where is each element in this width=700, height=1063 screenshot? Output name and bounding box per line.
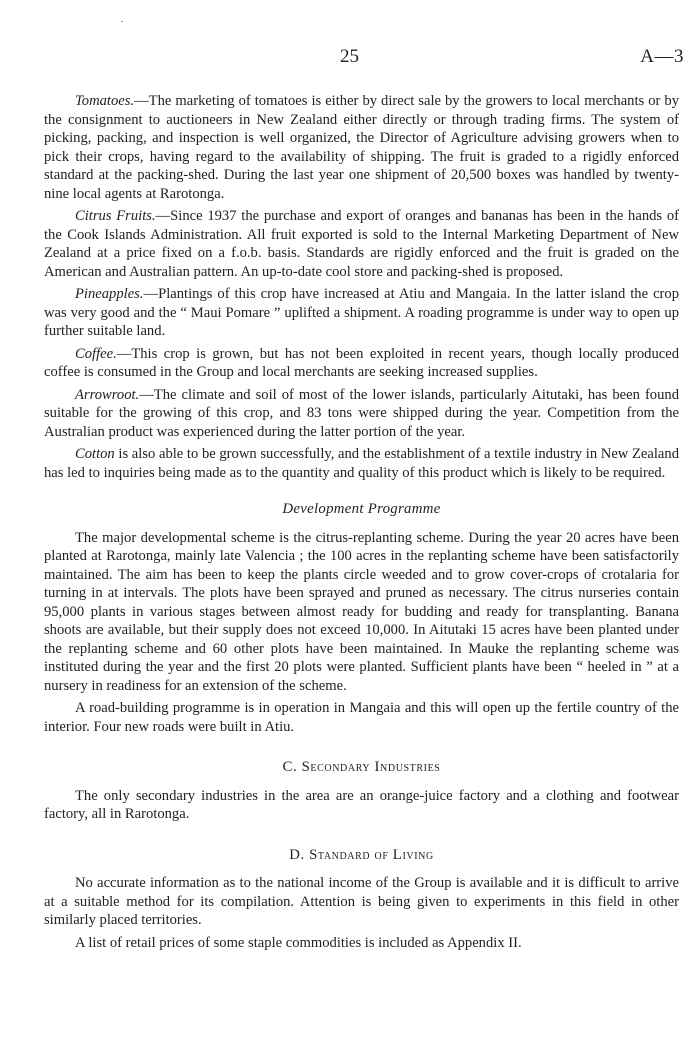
paragraph-development-1: The major developmental scheme is the citrus-replanting scheme. During the year 20 acres have been planted at Rarotonga, mainly late Valencia ; the 100 acres in the replanting scheme have been satisfactorily maintained. The aim has been to keep the plants circle weeded and to grow cover-crops of crotalaria for turning in at intervals. The plots have been sprayed and pruned as necessary. The citrus nurseries contain 95,000 plants in various stages between almost ready for budding and ready for transplanting. Banana shoots are available, but their supply does not exceed 10,000. In Aitutaki 15 acres have been planted under the replanting scheme and 60 other plots have been maintained. In Mauke the replanting scheme was instituted during the year and the first 20 plots were planted. Sufficient plants have been “ heeled in ” at a nursery in readiness for an extension of the scheme. bbox=[44, 529, 679, 694]
paragraph-cotton bbox=[44, 445, 679, 482]
text-arrowroot: —The climate and soil of most of the lower islands, particularly Aitutaki, has been found suitable for the growing of this crop, and 83 tons were shipped during the year. Competition from the Australian product was experienced during the latter portion of the year. bbox=[44, 386, 679, 440]
lead-pineapples: Pineapples. bbox=[75, 286, 144, 302]
text-citrus: —Since 1937 the purchase and export of oranges and bananas has been in the hands of the Cook Islands Administration. All fruit exported is sold to the Internal Marketing Department of New Zealand at a price fixed on a f.o.b. basis. Standards are rigidly enforced and the fruit is graded on the American and Australian pattern. An up-to-date cool store and packing-shed is proposed. bbox=[44, 208, 679, 280]
paragraph-pineapples bbox=[44, 285, 679, 341]
scan-speck bbox=[121, 21, 123, 22]
paragraph-tomatoes bbox=[44, 92, 679, 203]
paragraph-secondary-industries: The only secondary industries in the area are an orange-juice factory and a clothing and footwear factory, all in Rarotonga. bbox=[44, 787, 679, 822]
body-text bbox=[44, 92, 679, 956]
paragraph-coffee bbox=[44, 345, 679, 382]
lead-cotton: Cotton bbox=[75, 446, 115, 462]
heading-secondary-industries: C. Secondary Industries bbox=[282, 759, 441, 775]
heading-development-programme: Development Programme bbox=[282, 501, 441, 517]
paragraph-living-1: No accurate information as to the national income of the Group is available and it is difficult to arrive at a suitable method for its compilation. Attention is being given to experiments in this field in other similarly placed territories. bbox=[44, 875, 679, 928]
paragraph-citrus bbox=[44, 207, 679, 281]
paragraph-arrowroot bbox=[44, 386, 679, 442]
page-header bbox=[0, 40, 700, 67]
lead-coffee: Coffee. bbox=[75, 345, 117, 362]
lead-tomatoes: Tomatoes. bbox=[75, 93, 135, 109]
text-cotton: is also able to be grown successfully, and the establishment of a textile industry in New Zealand has led to inquiries being made as to the quantity and quality of this product which is likely to be required. bbox=[44, 446, 679, 481]
paragraph-living-2: A list of retail prices of some staple commodities is included as Appendix II. bbox=[75, 934, 522, 951]
paragraph-development-2: A road-building programme is in operation in Mangaia and this will open up the fertile country of the interior. Four new roads were built in Atiu. bbox=[44, 700, 679, 735]
text-coffee: —This crop is grown, but has not been exploited in recent years, though locally produced coffee is consumed in the Group and local merchants are seeking increased supplies. bbox=[44, 345, 679, 380]
text-pineapples: —Plantings of this crop have increased at Atiu and Mangaia. In the latter island the crop was very good and the “ Maui Pomare ” uplifted a shipment. A roading programme is under way to open up further suitable land. bbox=[44, 286, 679, 339]
lead-citrus: Citrus Fruits. bbox=[75, 208, 156, 224]
heading-standard-of-living: D. Standard of Living bbox=[289, 846, 434, 863]
lead-arrowroot: Arrowroot. bbox=[75, 386, 140, 403]
document-reference: A—3 bbox=[640, 46, 684, 67]
text-tomatoes: —The marketing of tomatoes is either by direct sale by the growers to local merchants or by the consignment to auctioneers in New Zealand either directly or through trading firms. The system of picking, packing, and inspection is well organized, the Director of Agriculture advising growers when to pick their crops, having regard to the availability of shipping. The fruit is graded to a rigidly enforced standard at the packing-shed. During the last year one shipment of 20,500 boxes was handled by twenty-nine local agents at Rarotonga. bbox=[44, 93, 679, 202]
page-number: 25 bbox=[340, 46, 359, 67]
